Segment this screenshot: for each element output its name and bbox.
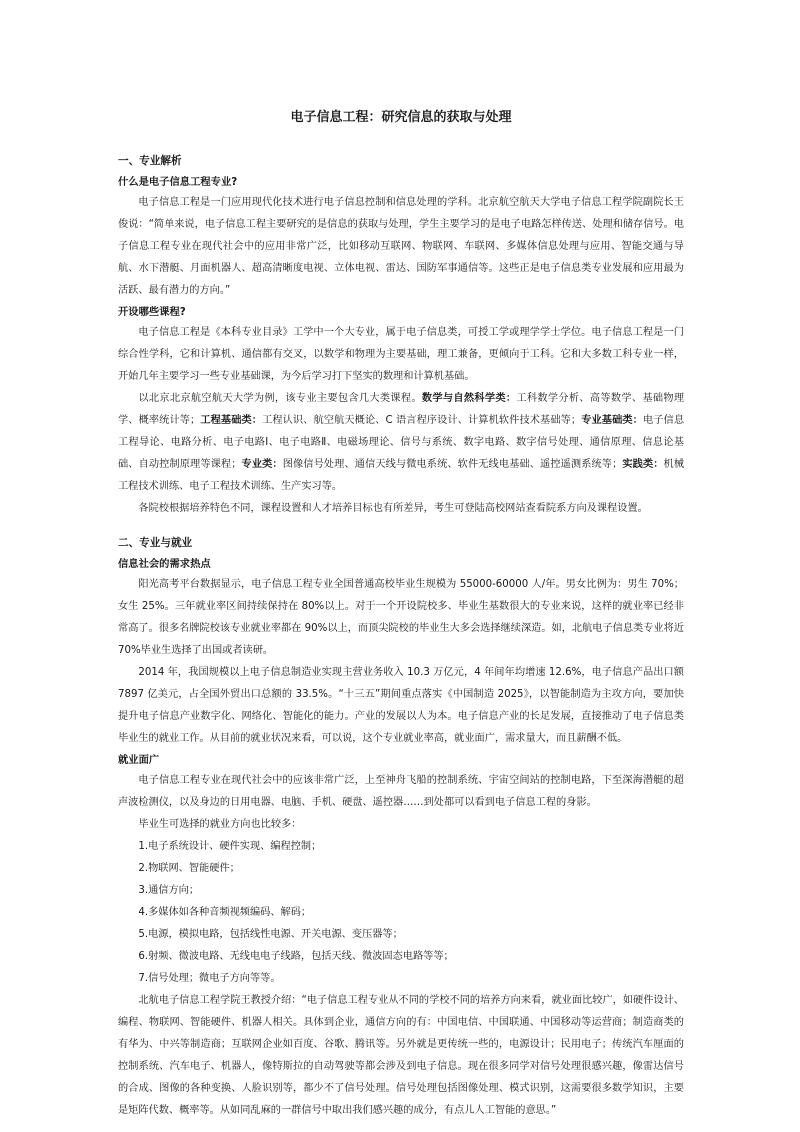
text-run: 电子信息工程导论、电路分析、电子电路Ⅰ、电子电路Ⅱ、电磁场理论、信号与系统、数字电路、数字信号处理、通信原理、信息论基础、自动控制原理等课程；: [118, 415, 685, 470]
text-run: 工程认识、航空航天概论、C 语言程序设计、计算机软件技术基础等；: [262, 415, 582, 426]
paragraph: 北航电子信息工程学院王教授介绍：“电子信息工程专业从不同的学校不同的培养方向来看，就业面比较广，如硬件设计、编程、物联网、智能硬件、机器人相关。具体到企业，通信方向的有：中国电信、中国联通、中国移动等运营商；制造商类的有华为、中兴等制造商；互联网企业如百度、谷歌、腾讯等。另外就是更传统一些的，电源设计；民用电子；传统汽车厘面的控制系统、汽车电子、机器人，像特斯拉的自动驾驶等都会涉及到电子信息。现在很多同学对信号处理很感兴趣，像雷达信号的合成、图像的各种变换、人脸识别等，都少不了信号处理。信号处理包括图像处理、模式识别，这需要很多数学知识，主要是矩阵代数、概率等。从如同乱麻的一群信号中取出我们感兴趣的成分，有点儿人工智能的意思。”: [118, 995, 684, 1116]
list-item: 4.多媒体如各种音频视频编码、解码；: [138, 907, 312, 918]
paragraph: 电子信息工程专业在现代社会中的应该非常广泛，上至神舟飞船的控制系统、宇宙空间站的控制电路，下至深海潜艇的超声波检测仪，以及身边的日用电器、电脑、手机、硬盘、遥控器……到处都可以看到电子信息工程的身影。: [118, 775, 684, 808]
section-heading-analysis: 一、专业解析: [118, 155, 182, 167]
paragraph: 毕业生可选择的就业方向也比较多：: [138, 819, 302, 830]
text-run: 机械工程技术训练、电子工程技术训练、生产实习等。: [118, 459, 685, 492]
text-run: 以北京北京航空航天大学为例，该专业主要包含几大类课程。: [138, 393, 422, 404]
list-item: 3.通信方向；: [138, 885, 200, 896]
bold-label: 工程基础类：: [200, 415, 263, 426]
subheading-demand: 信息社会的需求热点: [118, 558, 211, 570]
list-item: 1.电子系统设计、硬件实现、编程控制；: [138, 841, 322, 852]
subheading-wide-employment: 就业面广: [118, 754, 160, 766]
bold-label: 专业基础类：: [581, 415, 643, 426]
bold-label: 实践类：: [622, 459, 664, 470]
section-heading-employment: 二、专业与就业: [118, 537, 193, 549]
document-title: 电子信息工程：研究信息的获取与处理: [290, 110, 512, 125]
list-item: 5.电源，模拟电路，包括线性电源、开关电源、变压器等；: [138, 929, 403, 940]
bold-label: 数学与自然科学类：: [421, 393, 517, 404]
paragraph: 各院校根据培养特色不同，课程设置和人才培养目标也有所差异，考生可登陆高校网站查看院系方向及课程设置。: [138, 503, 648, 514]
list-item: 2.物联网、智能硬件；: [138, 863, 240, 874]
list-item: 7.信号处理；微电子方向等等。: [138, 973, 281, 984]
subheading-what-is: 什么是电子信息工程专业?: [118, 176, 238, 188]
paragraph-course-categories: [118, 388, 684, 498]
text-run: 工科数学分析、高等数学、基础物理学、概率统计等；: [118, 393, 685, 426]
document-page: [118, 100, 684, 1122]
list-item: 6.射频、微波电路、无线电电子线路，包括天线、微波固态电路等等；: [138, 951, 454, 962]
paragraph: 2014 年，我国规模以上电子信息制造业实现主营业务收入 10.3 万亿元，4 年间年均增速 12.6%，电子信息产品出口额 7897 亿美元，占全国外贸出口总额的 33.5%。“十三五”期间重点落实《中国制造 2025》，以智能制造为主攻方向，要加快提升电子信息产业数字化、网络化、智能化的能力。产业的发展以人为本。电子信息产业的长足发展，直接推动了电子信息类毕业生的就业工作。从目前的就业状况来看，可以说，这个专业就业率高，就业面广，需求量大，而且薪酬不低。: [118, 667, 684, 744]
subheading-courses: 开设哪些课程?: [118, 306, 186, 318]
paragraph: 电子信息工程是一门应用现代化技术进行电子信息控制和信息处理的学科。北京航空航天大学电子信息工程学院副院长王俊说：“简单来说，电子信息工程主要研究的是信息的获取与处理，学生主要学习的是电子电路怎样传送、处理和储存信号。电子信息工程专业在现代社会中的应用非常广泛，比如移动互联网、物联网、车联网、多媒体信息处理与应用、智能交通与导航、水下潜艇、月面机器人、超高清晰度电视、立体电视、雷达、国防军事通信等。这些正是电子信息类专业发展和应用最为活跃、最有潜力的方向。”: [118, 197, 684, 296]
text-run: 图像信号处理、通信天线与微电系统、软件无线电基础、遥控遥测系统等；: [282, 459, 623, 470]
paragraph: 阳光高考平台数据显示，电子信息工程专业全国普通高校毕业生规模为 55000-60000 人/年。男女比例为：男生 70%；女生 25%。三年就业率区间持续保持在 80%以上。对于一个开设院校多、毕业生基数很大的专业来说，这样的就业率已经非常高了。很多名牌院校该专业就业率都在 90%以上，而顶尖院校的毕业生大多会选择继续深造。如，北航电子信息类专业将近 70%毕业生选择了出国或者读研。: [118, 579, 684, 656]
bold-label: 专业类：: [241, 459, 283, 470]
paragraph: 电子信息工程是《本科专业目录》工学中一个大专业，属于电子信息类，可授工学或理学学士学位。电子信息工程是一门综合性学科，它和计算机、通信都有交叉，以数学和物理为主要基础，理工兼备，更倾向于工科。它和大多数工科专业一样，开始几年主要学习一些专业基础课，为今后学习打下坚实的数理和计算机基础。: [118, 327, 684, 382]
